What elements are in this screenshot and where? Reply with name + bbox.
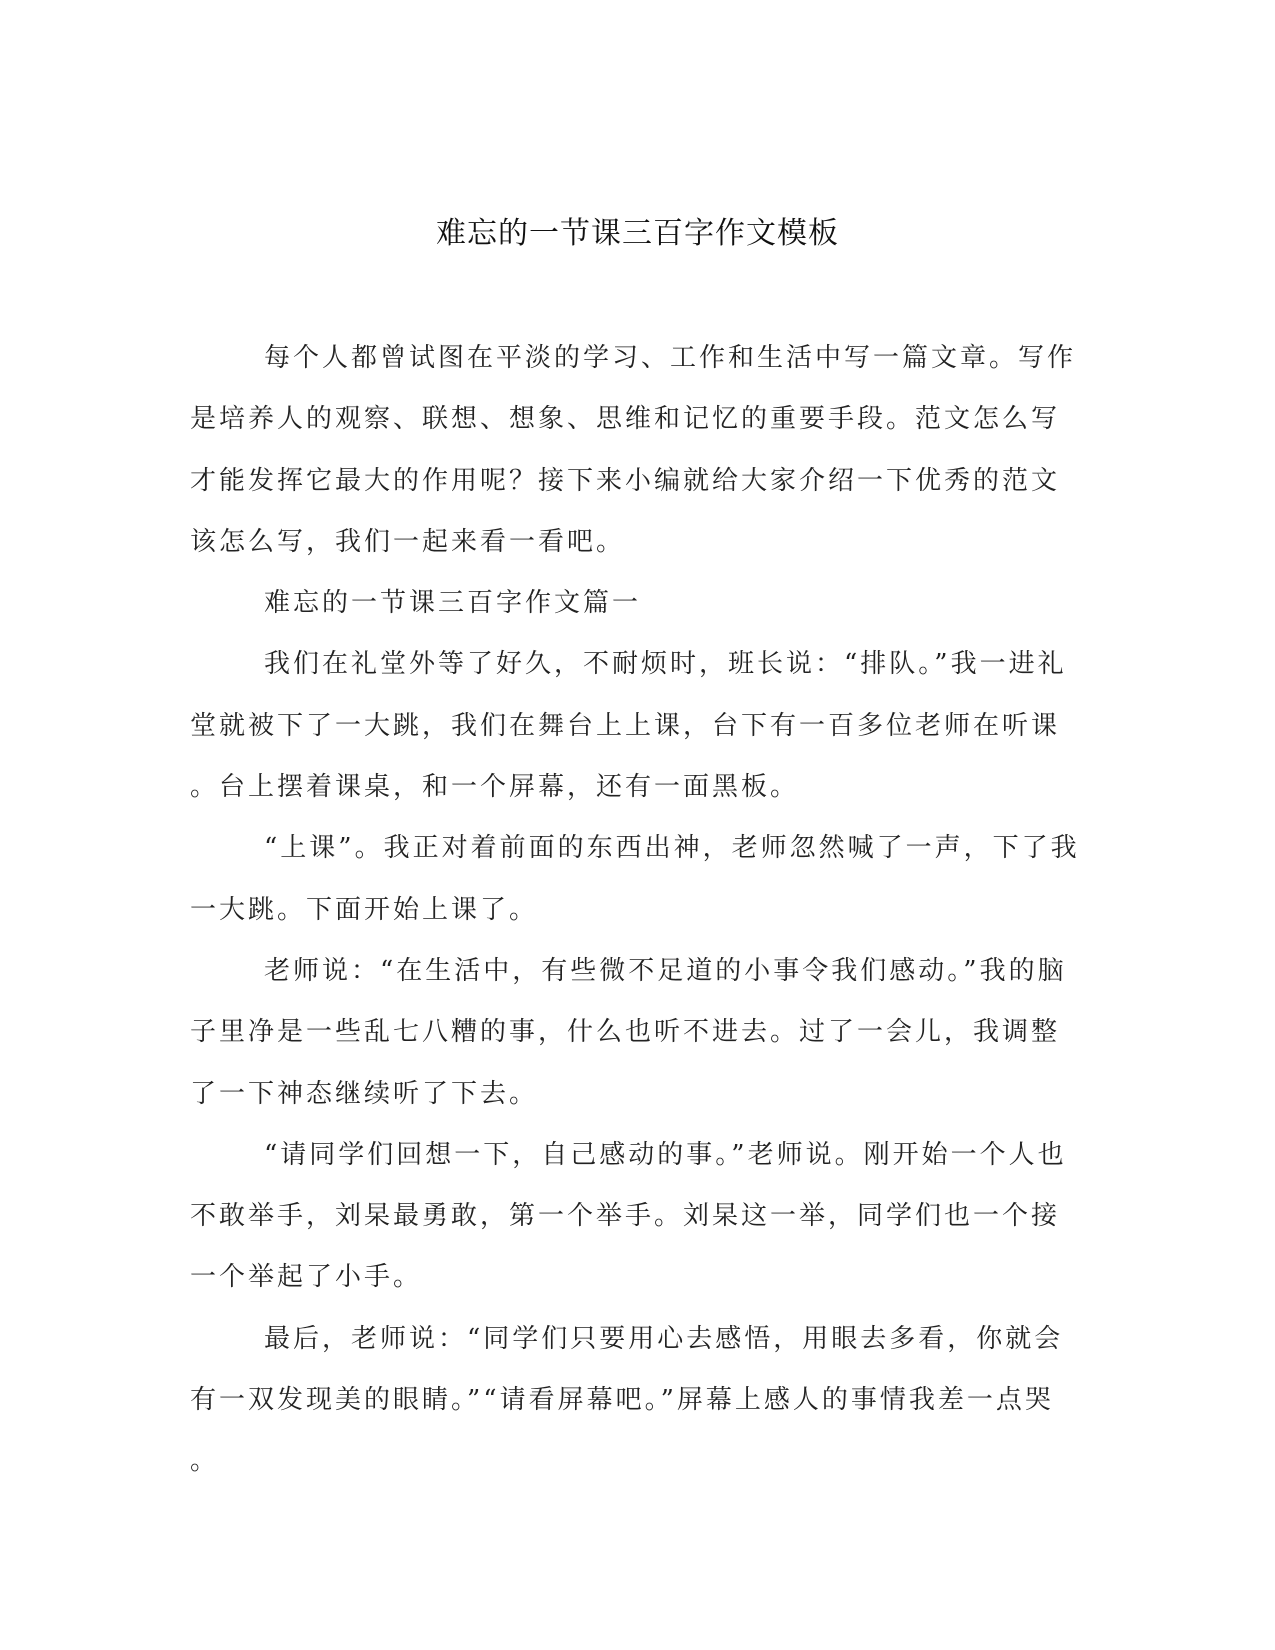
section-heading: 难忘的一节课三百字作文篇一 <box>264 588 642 619</box>
text-line: 不敢举手，刘杲最勇敢，第一个举手。刘杲这一举，同学们也一个接 <box>190 1201 1061 1232</box>
text-line: 该怎么写，我们一起来看一看吧。 <box>190 526 626 557</box>
text-line: 是培养人的观察、联想、想象、思维和记忆的重要手段。范文怎么写 <box>190 404 1061 435</box>
text-line: 我们在礼堂外等了好久，不耐烦时，班长说：“排队。”我一进礼 <box>264 649 1067 680</box>
text-line: 一个举起了小手。 <box>190 1262 423 1293</box>
text-line: 每个人都曾试图在平淡的学习、工作和生活中写一篇文章。写作 <box>264 343 1077 373</box>
text-line: “上课”。我正对着前面的东西出神，老师忽然喊了一声，下了我 <box>264 833 1080 864</box>
text-line: 子里净是一些乱七八糟的事，什么也听不进去。过了一会儿，我调整 <box>190 1017 1061 1048</box>
text-line: 老师说：“在生活中，有些微不足道的小事令我们感动。”我的脑 <box>264 955 1067 986</box>
text-line: 堂就被下了一大跳，我们在舞台上上课，台下有一百多位老师在听课 <box>190 710 1061 741</box>
document-title: 难忘的一节课三百字作文模板 <box>436 216 839 251</box>
text-line: 了一下神态继续听了下去。 <box>190 1078 539 1109</box>
text-line: 。台上摆着课桌，和一个屏幕，还有一面黑板。 <box>190 772 800 803</box>
text-line: 一大跳。下面开始上课了。 <box>190 894 539 925</box>
document-body <box>190 328 1080 1493</box>
text-line: 才能发挥它最大的作用呢？接下来小编就给大家介绍一下优秀的范文 <box>190 465 1061 496</box>
text-line: “请同学们回想一下，自己感动的事。”老师说。刚开始一个人也 <box>264 1139 1067 1170</box>
text-line: 最后，老师说：“同学们只要用心去感悟，用眼去多看，你就会 <box>264 1323 1064 1354</box>
text-line: 。 <box>190 1446 220 1477</box>
text-line: 有一双发现美的眼睛。”“请看屏幕吧。”屏幕上感人的事情我差一点哭 <box>190 1385 1054 1416</box>
